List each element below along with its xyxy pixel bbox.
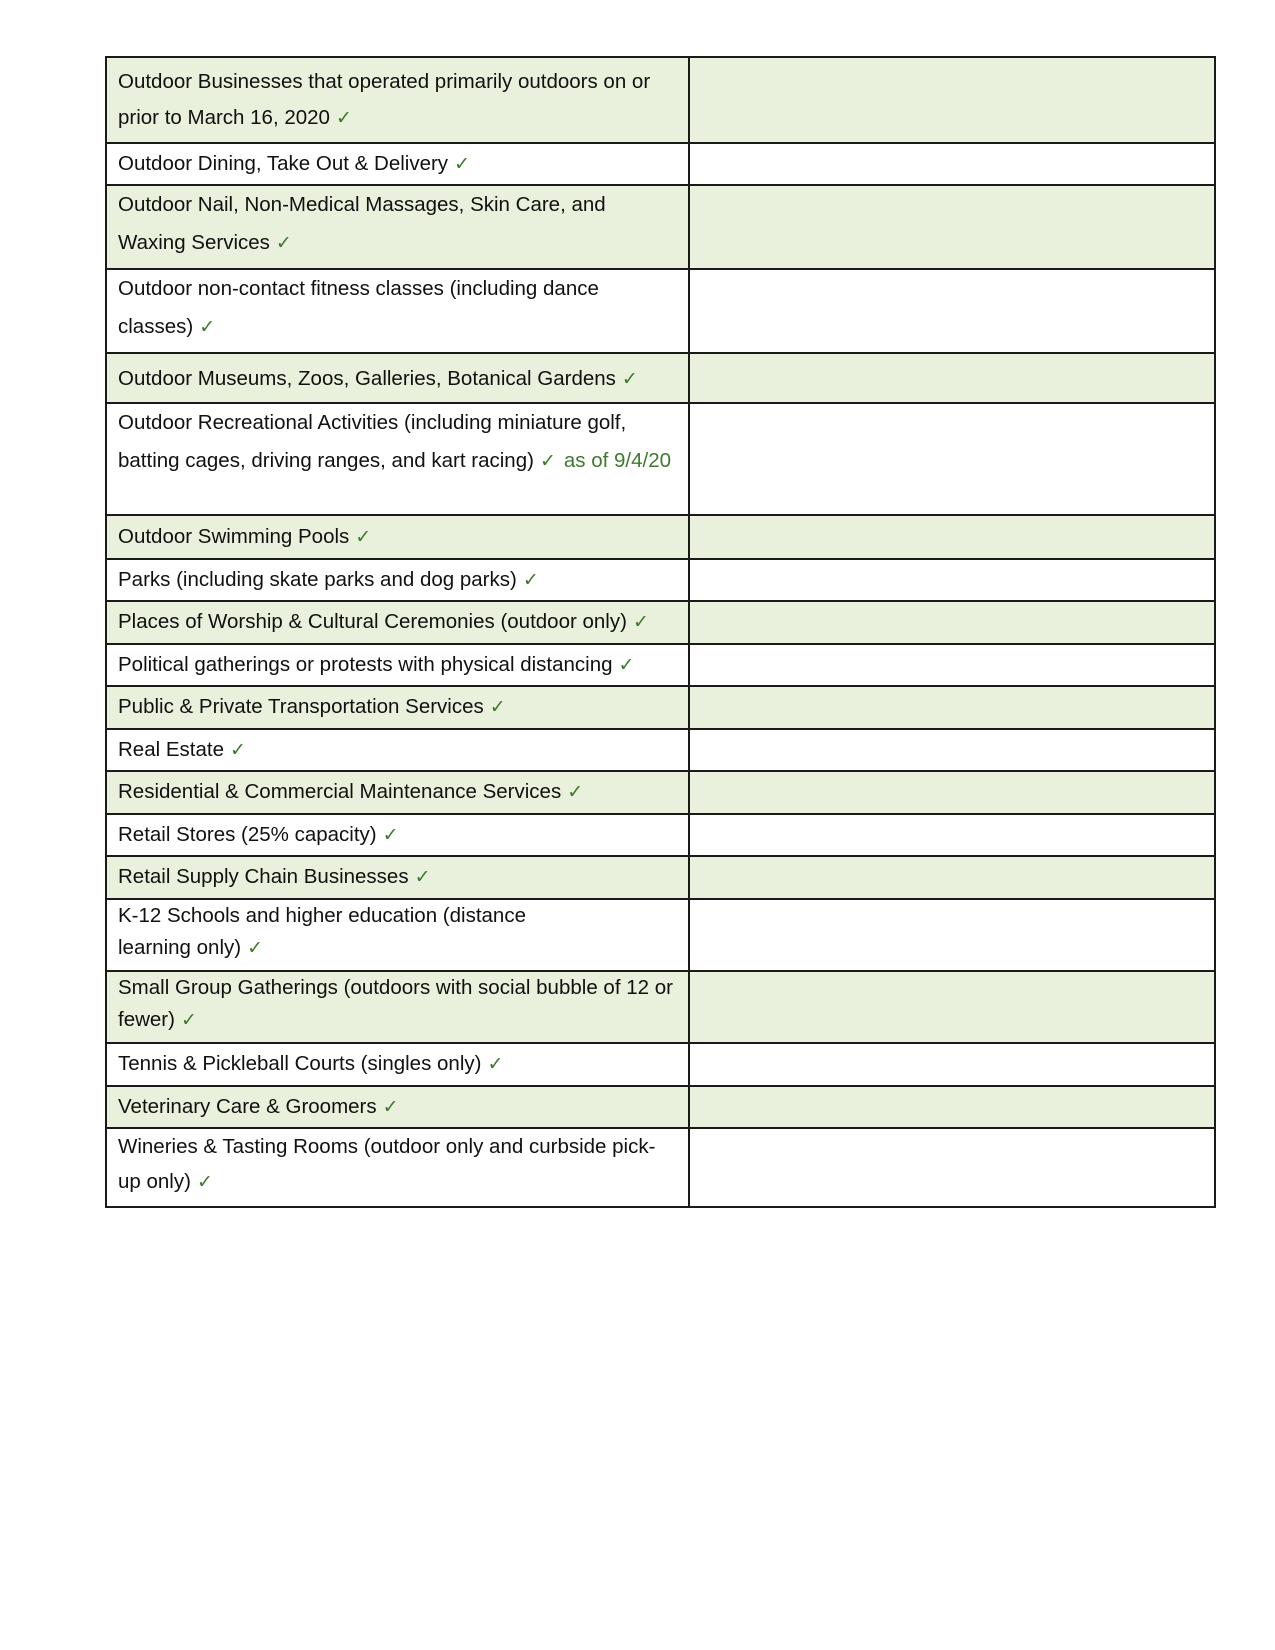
activity-label: Retail Stores (25% capacity) bbox=[118, 823, 377, 846]
table-row bbox=[106, 856, 1215, 899]
effective-date-note: as of 9/4/20 bbox=[563, 449, 671, 472]
check-icon: ✓ bbox=[539, 450, 556, 472]
check-icon: ✓ bbox=[621, 368, 638, 390]
activity-label: Real Estate bbox=[118, 738, 224, 761]
check-icon: ✓ bbox=[335, 107, 352, 129]
check-icon: ✓ bbox=[199, 316, 216, 338]
activity-label: Outdoor Businesses that operated primarily outdoors on or prior to March 16, 2020 bbox=[118, 70, 651, 129]
check-icon: ✓ bbox=[414, 866, 431, 888]
activity-cell bbox=[106, 185, 689, 269]
status-cell bbox=[689, 559, 1215, 601]
table-row bbox=[106, 644, 1215, 686]
activity-cell bbox=[106, 644, 689, 686]
check-icon: ✓ bbox=[355, 526, 372, 548]
activity-cell bbox=[106, 269, 689, 353]
activity-cell bbox=[106, 353, 689, 403]
check-icon: ✓ bbox=[180, 1009, 197, 1031]
check-icon: ✓ bbox=[229, 739, 246, 761]
table-row bbox=[106, 1128, 1215, 1207]
status-cell bbox=[689, 269, 1215, 353]
table-body bbox=[106, 57, 1215, 1207]
table-row bbox=[106, 601, 1215, 644]
check-icon: ✓ bbox=[454, 153, 470, 175]
activity-cell bbox=[106, 1128, 689, 1207]
check-icon: ✓ bbox=[382, 1096, 399, 1118]
activity-label: Outdoor Nail, Non-Medical Massages, Skin Care, and Waxing Services bbox=[118, 193, 606, 254]
activity-cell bbox=[106, 729, 689, 771]
status-cell bbox=[689, 971, 1215, 1043]
activity-cell bbox=[106, 686, 689, 729]
check-icon: ✓ bbox=[567, 781, 584, 803]
activity-label: Wineries & Tasting Rooms (outdoor only and curbside pick-up only) bbox=[118, 1135, 656, 1193]
check-icon: ✓ bbox=[489, 696, 506, 718]
check-icon: ✓ bbox=[275, 232, 292, 254]
activity-label: Outdoor Recreational Activities (including miniature golf, batting cages, driving ranges, and kart racing) bbox=[118, 411, 627, 472]
activity-cell bbox=[106, 403, 689, 515]
activity-label: Residential & Commercial Maintenance Services bbox=[118, 780, 562, 803]
table-row bbox=[106, 403, 1215, 515]
activity-label: Small Group Gatherings (outdoors with social bubble of 12 or fewer) bbox=[118, 976, 673, 1031]
status-cell bbox=[689, 1128, 1215, 1207]
status-cell bbox=[689, 143, 1215, 185]
table-row bbox=[106, 814, 1215, 856]
activity-label: Places of Worship & Cultural Ceremonies (outdoor only) bbox=[118, 610, 627, 633]
table-row bbox=[106, 771, 1215, 814]
table-row bbox=[106, 185, 1215, 269]
table-row bbox=[106, 1086, 1215, 1128]
status-cell bbox=[689, 57, 1215, 143]
activity-label: Political gatherings or protests with physical distancing bbox=[118, 653, 613, 676]
activity-cell bbox=[106, 559, 689, 601]
activity-cell bbox=[106, 601, 689, 644]
table-row bbox=[106, 353, 1215, 403]
activity-cell bbox=[106, 143, 689, 185]
activity-label: Outdoor non-contact fitness classes (including dance classes) bbox=[118, 277, 599, 338]
table-row bbox=[106, 971, 1215, 1043]
status-cell bbox=[689, 403, 1215, 515]
status-cell bbox=[689, 729, 1215, 771]
check-icon: ✓ bbox=[618, 654, 635, 676]
status-cell bbox=[689, 899, 1215, 971]
activity-cell bbox=[106, 771, 689, 814]
check-icon: ✓ bbox=[522, 569, 539, 591]
status-cell bbox=[689, 601, 1215, 644]
activity-cell bbox=[106, 1086, 689, 1128]
table-row bbox=[106, 686, 1215, 729]
status-cell bbox=[689, 1043, 1215, 1086]
activity-cell bbox=[106, 971, 689, 1043]
activity-cell bbox=[106, 814, 689, 856]
activity-label: Retail Supply Chain Businesses bbox=[118, 865, 409, 888]
activity-cell bbox=[106, 1043, 689, 1086]
status-cell bbox=[689, 1086, 1215, 1128]
status-cell bbox=[689, 515, 1215, 559]
table-row bbox=[106, 515, 1215, 559]
activity-cell bbox=[106, 57, 689, 143]
check-icon: ✓ bbox=[632, 611, 649, 633]
status-cell bbox=[689, 353, 1215, 403]
business-status-table bbox=[105, 56, 1216, 1208]
table-row bbox=[106, 269, 1215, 353]
activity-label: Parks (including skate parks and dog parks) bbox=[118, 568, 517, 591]
check-icon: ✓ bbox=[196, 1171, 213, 1193]
table-row bbox=[106, 729, 1215, 771]
activity-label: Outdoor Dining, Take Out & Delivery bbox=[118, 152, 449, 175]
activity-label: Veterinary Care & Groomers bbox=[118, 1095, 377, 1118]
check-icon: ✓ bbox=[487, 1053, 504, 1075]
status-cell bbox=[689, 856, 1215, 899]
activity-label: Outdoor Swimming Pools bbox=[118, 525, 350, 548]
status-cell bbox=[689, 644, 1215, 686]
table-row bbox=[106, 899, 1215, 971]
table-row bbox=[106, 1043, 1215, 1086]
status-cell bbox=[689, 771, 1215, 814]
status-cell bbox=[689, 814, 1215, 856]
activity-cell bbox=[106, 899, 689, 971]
activity-label: K-12 Schools and higher education (distance learning only) bbox=[118, 904, 526, 959]
activity-cell bbox=[106, 515, 689, 559]
check-icon: ✓ bbox=[247, 937, 263, 959]
check-icon: ✓ bbox=[382, 824, 399, 846]
activity-label: Public & Private Transportation Services bbox=[118, 695, 484, 718]
activity-label: Tennis & Pickleball Courts (singles only) bbox=[118, 1052, 482, 1075]
table-row bbox=[106, 559, 1215, 601]
status-cell bbox=[689, 686, 1215, 729]
activity-label: Outdoor Museums, Zoos, Galleries, Botanical Gardens bbox=[118, 367, 616, 390]
table-row bbox=[106, 143, 1215, 185]
table-row bbox=[106, 57, 1215, 143]
activity-cell bbox=[106, 856, 689, 899]
status-cell bbox=[689, 185, 1215, 269]
